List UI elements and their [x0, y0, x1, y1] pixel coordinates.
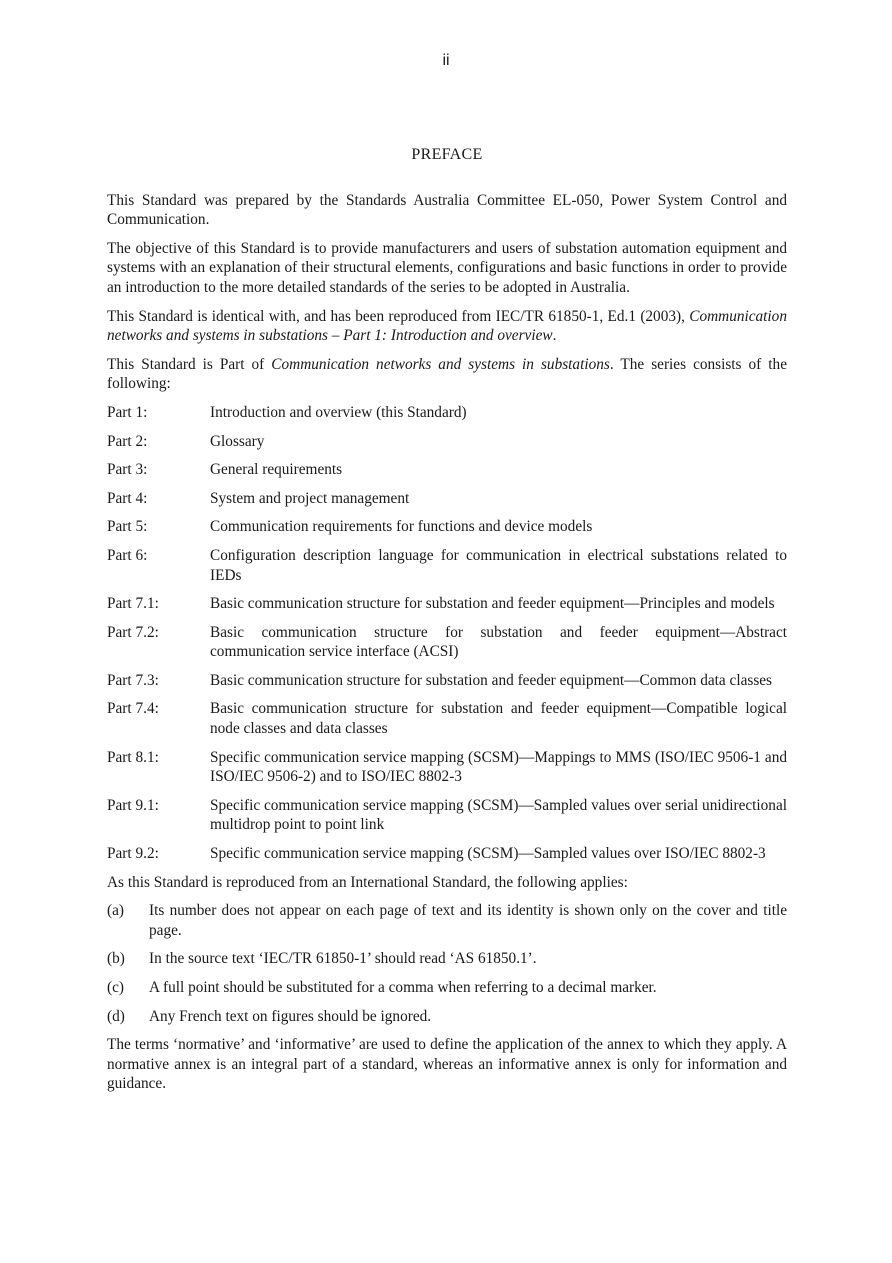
parts-list — [107, 403, 787, 864]
list-item — [107, 546, 787, 585]
part-number: Part 9.1: — [107, 796, 159, 814]
part-number: Part 9.2: — [107, 845, 159, 863]
list-item — [107, 949, 787, 969]
note-text: Any French text on figures should be ignored. — [149, 1007, 432, 1025]
list-item — [107, 844, 787, 864]
part-title: Introduction and overview (this Standard) — [210, 403, 467, 421]
intro-paragraph-3 — [107, 307, 787, 346]
part-title: Communication requirements for functions and device models — [210, 518, 593, 536]
part-number: Part 8.1: — [107, 748, 159, 766]
note-text: Its number does not appear on each page of text and its identity is shown only on the cover and title page. — [149, 902, 787, 939]
list-item — [107, 594, 787, 614]
part-number: Part 6: — [107, 546, 148, 564]
intro-p4-end: . The series consists of the following: — [107, 355, 787, 393]
intro-p3-end: . — [552, 327, 557, 345]
part-title: Configuration description language for communication in electrical substations related to IEDs — [210, 546, 787, 584]
document-body — [107, 145, 787, 1103]
list-item — [107, 403, 787, 423]
intro-p4-title: Communication networks and systems in substations — [271, 355, 610, 373]
part-title: Basic communication structure for substation and feeder equipment—Abstract communication service interface (ACSI) — [210, 623, 787, 661]
page-number: ii — [442, 52, 450, 69]
note-label: (a) — [107, 902, 124, 920]
list-item — [107, 623, 787, 662]
intro-paragraph-2: The objective of this Standard is to provide manufacturers and users of substation automation equipment and systems with an explanation of their structural elements, configurations and basic functions in order to provide an introduction to the more detailed standards of the series to be adopted in Australia. — [107, 239, 787, 296]
intro-paragraph-1: This Standard was prepared by the Standards Australia Committee EL-050, Power System Control and Communication. — [107, 191, 787, 229]
intro-p3-lead: This Standard is identical with, and has been reproduced from IEC/TR 61850-1, Ed.1 (2003), — [107, 307, 685, 325]
part-title: Specific communication service mapping (SCSM)—Mappings to MMS (ISO/IEC 9506-1 and ISO/IEC 9506-2) and to ISO/IEC 8802-3 — [210, 748, 787, 786]
part-number: Part 7.1: — [107, 595, 159, 613]
list-item — [107, 489, 787, 509]
part-title: System and project management — [210, 489, 410, 507]
part-title: Basic communication structure for substation and feeder equipment—Common data classes — [210, 671, 773, 689]
list-item — [107, 460, 787, 480]
list-item — [107, 432, 787, 452]
part-title: General requirements — [210, 461, 343, 479]
list-item — [107, 517, 787, 537]
intro-paragraph-4 — [107, 355, 787, 394]
list-item — [107, 699, 787, 738]
part-title: Specific communication service mapping (SCSM)—Sampled values over serial unidirectional multidrop point to point link — [210, 796, 787, 834]
list-item — [107, 748, 787, 787]
part-title: Specific communication service mapping (SCSM)—Sampled values over ISO/IEC 8802-3 — [210, 845, 766, 863]
applies-intro: As this Standard is reproduced from an International Standard, the following applies: — [107, 873, 628, 891]
part-number: Part 1: — [107, 403, 148, 421]
intro-p3-title: Communication networks and systems in substations – Part 1: Introduction and overview — [107, 307, 787, 345]
part-number: Part 7.2: — [107, 623, 159, 641]
part-number: Part 5: — [107, 518, 148, 536]
part-number: Part 2: — [107, 432, 148, 450]
part-title: Basic communication structure for substation and feeder equipment—Principles and models — [210, 595, 775, 613]
note-label: (c) — [107, 979, 124, 996]
note-text: In the source text ‘IEC/TR 61850-1’ should read ‘AS 61850.1’. — [149, 950, 537, 968]
note-text: A full point should be substituted for a comma when referring to a decimal marker. — [149, 979, 657, 996]
closing-paragraph: The terms ‘normative’ and ‘informative’ are used to define the application of the annex to which they apply. A normative annex is an integral part of a standard, whereas an informative annex is only for information and guidance. — [107, 1036, 787, 1093]
part-number: Part 4: — [107, 489, 148, 507]
list-item — [107, 796, 787, 835]
list-item — [107, 978, 787, 998]
note-label: (b) — [107, 950, 125, 968]
page-title: PREFACE — [411, 146, 483, 163]
part-title: Glossary — [210, 432, 265, 450]
list-item — [107, 1007, 787, 1027]
part-number: Part 7.3: — [107, 671, 159, 689]
part-number: Part 7.4: — [107, 700, 159, 718]
note-label: (d) — [107, 1007, 125, 1025]
list-item — [107, 671, 787, 691]
list-item — [107, 901, 787, 940]
notes-list — [107, 901, 787, 1026]
part-number: Part 3: — [107, 461, 148, 479]
part-title: Basic communication structure for substation and feeder equipment—Compatible logical node classes and data classes — [210, 700, 787, 738]
intro-p4-lead: This Standard is Part of — [107, 355, 265, 373]
